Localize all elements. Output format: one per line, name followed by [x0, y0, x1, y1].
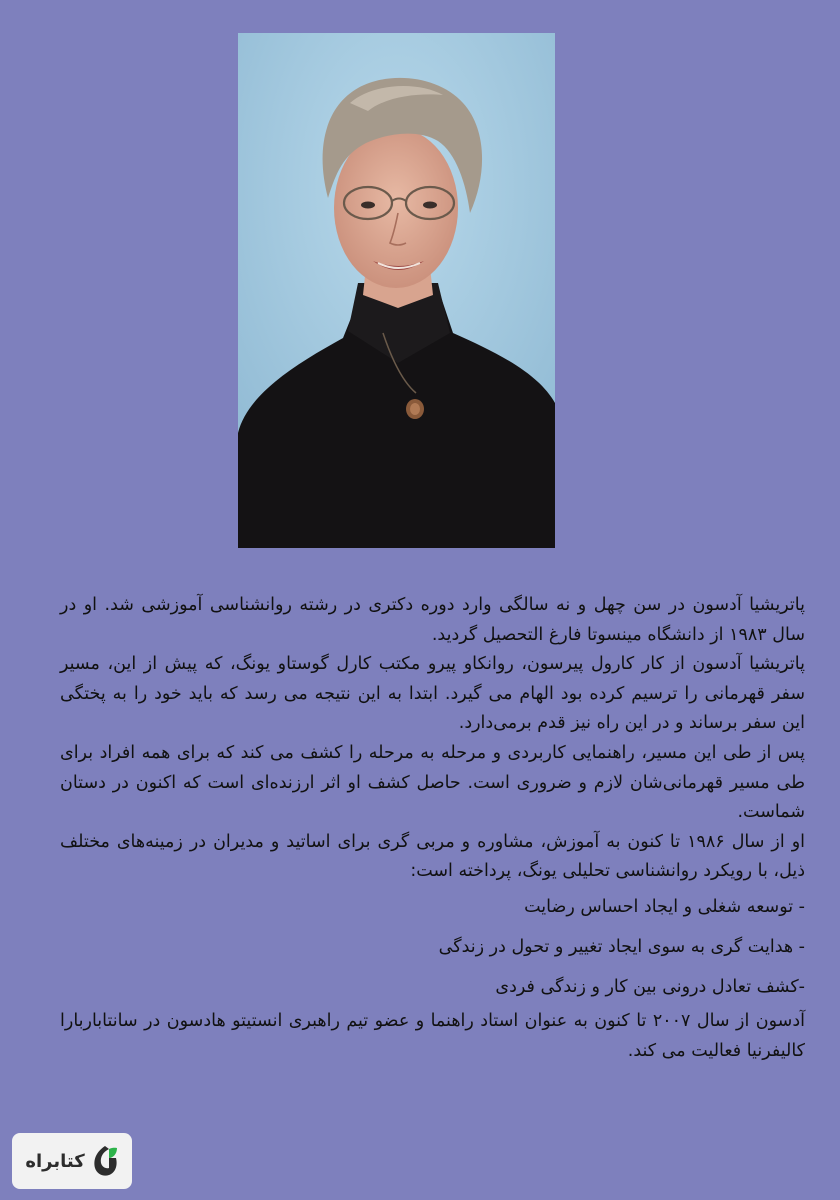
bio-list-item: - توسعه شغلی و ایجاد احساس رضایت	[524, 896, 805, 917]
ketabrah-badge[interactable]	[12, 1133, 132, 1189]
ketabrah-brand-text: کتابراه	[25, 1150, 85, 1172]
bio-paragraph-education: پاتریشیا آدسون در سن چهل و نه سالگی وارد دوره دکتری در رشته روانشناسی آموزشی شد. او در سال ۱۹۸۳ از دانشگاه مینسوتا فارغ التحصیل گردید.	[60, 595, 805, 645]
bio-paragraph-discovery: پس از طی این مسیر، راهنمایی کاربردی و مرحله به مرحله را کشف می کند که برای همه افراد برای طی مسیر قهرمانی‌شان لازم و ضروری است. حاصل کشف او اثر ارزنده‌ای است که اکنون در دستان شماست.	[60, 742, 805, 823]
bio-list-item: - هدایت گری به سوی ایجاد تغییر و تحول در زندگی	[438, 936, 805, 957]
bio-list-item: -کشف تعادل درونی بین کار و زندگی فردی	[495, 976, 805, 997]
author-biography	[60, 591, 805, 1066]
ketabrah-logo-icon	[91, 1144, 119, 1178]
bio-paragraph-inspiration: پاتریشیا آدسون از کار کارول پیرسون، روانکاو پیرو مکتب کارل گوستاو یونگ، که پیش از این، مسیر سفر قهرمانی را ترسیم کرده بود الهام می گیرد. ابتدا به این نتیجه می رسد که باید خود را به پختگی این سفر برساند و در این راه نیز قدم برمی‌دارد.	[60, 654, 805, 734]
author-photo	[238, 33, 555, 548]
bio-paragraph-hudson: آدسون از سال ۲۰۰۷ تا کنون به عنوان استاد راهنما و عضو تیم راهبری انستیتو هادسون در سانتاباربارا کالیفرنیا فعالیت می کند.	[60, 1010, 805, 1061]
author-portrait-photo	[238, 33, 555, 548]
bio-paragraph-career: او از سال ۱۹۸۶ تا کنون به آموزش، مشاوره و مربی گری برای اساتید و مدیران در زمینه‌های مختلف ذیل، با رویکرد روانشناسی تحلیلی یونگ، پرداخته است:	[60, 831, 806, 882]
